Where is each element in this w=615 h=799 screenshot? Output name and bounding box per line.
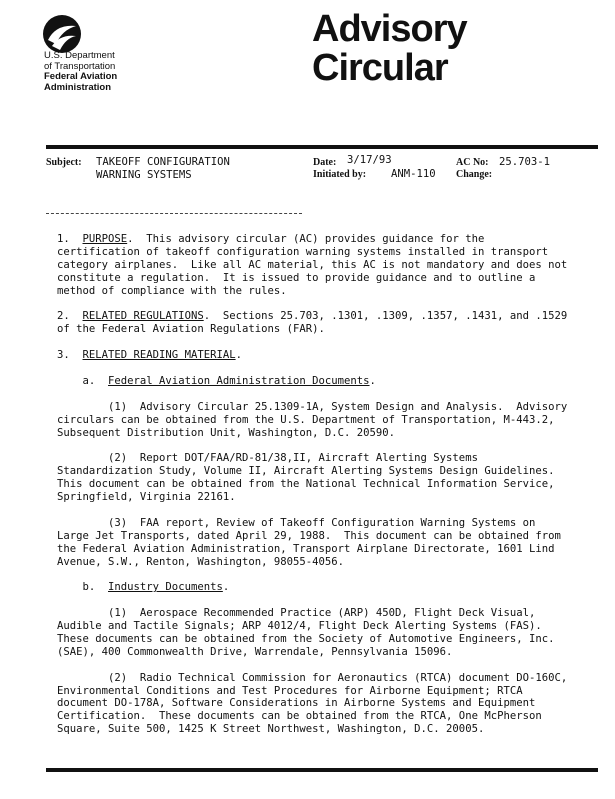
paragraph-line: (1) Aerospace Recommended Practice (ARP) 450D, Flight Deck Visual, (57, 607, 536, 620)
paragraph-line: Large Jet Transports, dated April 29, 1988. This document can be obtained from (57, 529, 561, 542)
paragraph-line: (2) Report DOT/FAA/RD-81/38,II, Aircraft Alerting Systems (57, 452, 478, 465)
agency-line: Federal Aviation (44, 71, 118, 82)
paragraph-line: method of compliance with the rules. (57, 284, 287, 297)
footer-rule (46, 768, 598, 772)
paragraph-line: category airplanes. Like all AC material, this AC is not mandatory and does not (57, 258, 568, 271)
dot-logo-icon (42, 14, 82, 54)
initiated-label: Initiated by: (313, 169, 367, 180)
paragraph-line: Avenue, S.W., Renton, Washington, 98055-4056. (57, 555, 345, 568)
paragraph-line: (1) Advisory Circular 25.1309-1A, System Design and Analysis. Advisory (57, 400, 568, 413)
paragraph-line: (2) Radio Technical Commission for Aeronautics (RTCA) document DO-160C, (57, 671, 568, 684)
header-rule (46, 145, 598, 149)
agency-name (44, 51, 117, 93)
subsection-heading: Industry Documents (108, 581, 223, 594)
paragraph-line: Audible and Tactile Signals; ARP 4012/4, Flight Deck Alerting Systems (FAS). (57, 620, 542, 633)
acno-label: AC No: (456, 157, 489, 168)
title-line: Advisory (312, 8, 467, 50)
paragraph-line: b. Industry Documents. (57, 581, 230, 594)
section-heading: PURPOSE (82, 233, 128, 245)
paragraph-line: Square, Suite 500, 1425 K Street Northwest, Washington, D.C. 20005. (57, 723, 485, 736)
paragraph-line: circulars can be obtained from the U.S. Department of Transportation, M-443.2, (57, 413, 555, 426)
change-label: Change: (456, 169, 493, 180)
title-line: Circular (312, 47, 448, 89)
agency-line: Administration (44, 81, 112, 93)
agency-line: of Transportation (44, 60, 116, 72)
date-label: Date: (313, 157, 337, 168)
document-title (312, 10, 467, 88)
paragraph-line: Environmental Conditions and Test Procedures for Airborne Equipment; RTCA (57, 684, 523, 697)
paragraph-line: Subsequent Distribution Unit, Washington, D.C. 20590. (57, 426, 396, 439)
paragraph-line: certification of takeoff configuration warning systems installed in transport (57, 245, 549, 258)
paragraph-line: of the Federal Aviation Regulations (FAR). (57, 323, 325, 336)
paragraph-line: 3. RELATED READING MATERIAL. (57, 349, 242, 362)
paragraph-line: These documents can be obtained from the Society of Automotive Engineers, Inc. (57, 632, 555, 645)
paragraph-line: Springfield, Virginia 22161. (57, 491, 236, 504)
acno-value: 25.703-1 (499, 156, 551, 168)
paragraph-line: (SAE), 400 Commonwealth Drive, Warrendale, Pennsylvania 15096. (57, 645, 453, 658)
paragraph-line: Certification. These documents can be obtained from the RTCA, One McPherson (57, 710, 542, 723)
paragraph-line: a. Federal Aviation Administration Documents. (57, 374, 376, 387)
paragraph-line: This document can be obtained from the National Technical Information Service, (57, 478, 555, 491)
paragraph-line: 1. PURPOSE. This advisory circular (AC) provides guidance for the (57, 233, 485, 245)
agency-line: U.S. Department (44, 50, 115, 61)
subject-value: WARNING SYSTEMS (96, 169, 192, 181)
paragraph-line: document DO-178A, Software Considerations in Airborne Systems and Equipment (57, 697, 536, 710)
section-heading: RELATED REGULATIONS (82, 310, 204, 323)
initiated-value: ANM-110 (391, 168, 436, 180)
paragraph-line: the Federal Aviation Administration, Transport Airplane Directorate, 1601 Lind (57, 542, 555, 555)
subject-label: Subject: (46, 157, 82, 168)
paragraph-line: Standardization Study, Volume II, Aircraft Alerting Systems Design Guidelines. (57, 465, 555, 478)
date-value: 3/17/93 (347, 154, 392, 166)
divider (46, 213, 302, 214)
paragraph-line: 2. RELATED REGULATIONS. Sections 25.703, .1301, .1309, .1357, .1431, and .1529 (57, 310, 568, 323)
document-body (57, 233, 602, 736)
paragraph-line: (3) FAA report, Review of Takeoff Configuration Warning Systems on (57, 516, 536, 529)
section-heading: RELATED READING MATERIAL (82, 349, 236, 362)
paragraph-line: constitute a regulation. It is issued to provide guidance and to outline a (57, 271, 536, 284)
subject-value: TAKEOFF CONFIGURATION (96, 156, 230, 168)
subsection-heading: Federal Aviation Administration Documents (108, 374, 370, 387)
